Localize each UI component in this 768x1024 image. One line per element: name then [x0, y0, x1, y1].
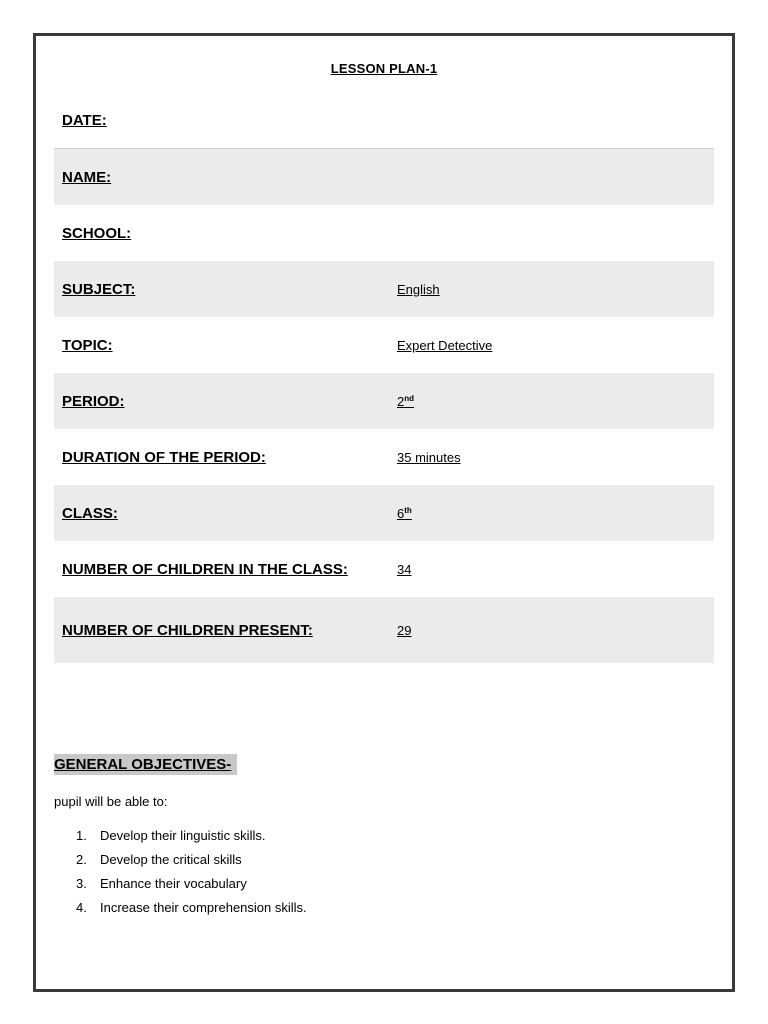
info-row-name	[54, 148, 714, 205]
subject-label: SUBJECT:	[62, 280, 136, 298]
objective-item	[76, 824, 307, 848]
objective-text: Enhance their vocabulary	[100, 876, 247, 891]
period-number: 2	[397, 393, 405, 409]
objective-number: 1.	[76, 828, 87, 843]
info-row-children-total	[54, 541, 714, 597]
document-page	[33, 33, 735, 992]
school-label: SCHOOL:	[62, 224, 132, 242]
children-total-label: NUMBER OF CHILDREN IN THE CLASS:	[62, 560, 348, 578]
objectives-list	[76, 824, 307, 920]
objective-text: Develop the critical skills	[100, 852, 242, 867]
lesson-info-table	[54, 92, 714, 663]
children-total-value: 34	[397, 561, 412, 577]
date-label: DATE:	[62, 111, 107, 129]
info-row-period	[54, 373, 714, 429]
document-title: LESSON PLAN-1	[330, 61, 438, 76]
topic-value: Expert Detective	[397, 337, 493, 353]
class-number: 6	[397, 505, 405, 521]
period-label: PERIOD:	[62, 392, 125, 410]
info-row-subject	[54, 261, 714, 317]
children-present-value: 29	[397, 622, 412, 638]
duration-label: DURATION OF THE PERIOD:	[62, 448, 266, 466]
objective-number: 2.	[76, 852, 87, 867]
duration-value: 35 minutes	[397, 449, 461, 465]
topic-label: TOPIC:	[62, 336, 113, 354]
objective-item	[76, 896, 307, 920]
period-value	[397, 394, 414, 409]
period-suffix: nd	[404, 393, 415, 403]
info-row-date	[54, 92, 714, 148]
subject-value: English	[397, 281, 440, 297]
children-present-label: NUMBER OF CHILDREN PRESENT:	[62, 621, 313, 639]
objectives-heading: GENERAL OBJECTIVES-	[54, 754, 237, 775]
name-label: NAME:	[62, 168, 112, 186]
info-row-topic	[54, 317, 714, 373]
objective-number: 3.	[76, 876, 87, 891]
info-row-children-present	[54, 597, 714, 663]
objective-text: Develop their linguistic skills.	[100, 828, 266, 843]
info-row-duration	[54, 429, 714, 485]
objective-item	[76, 872, 307, 896]
info-row-class	[54, 485, 714, 541]
objective-text: Increase their comprehension skills.	[100, 900, 307, 915]
objective-number: 4.	[76, 900, 87, 915]
objectives-intro: pupil will be able to:	[54, 794, 168, 809]
class-suffix: th	[404, 505, 412, 515]
class-label: CLASS:	[62, 504, 118, 522]
objective-item	[76, 848, 307, 872]
class-value	[397, 506, 412, 521]
info-row-school	[54, 205, 714, 261]
